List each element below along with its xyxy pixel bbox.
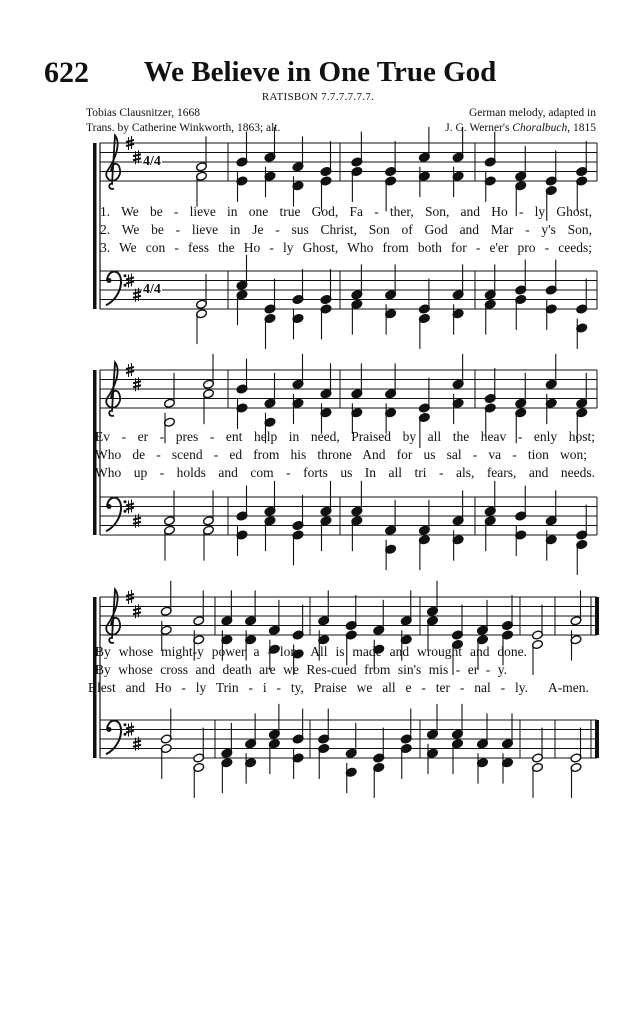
lyric-line: Ev - er - pres - ent help in need, Praised by all the heav - enly host; <box>95 429 595 444</box>
lyric-line: 3. We con - fess the Ho - ly Ghost, Who from both for - e'er pro - ceeds; <box>100 240 592 255</box>
bass-clef-icon <box>107 504 112 509</box>
bass-clef-icon <box>124 723 127 726</box>
sharp-icon <box>126 504 134 506</box>
hymn-title: We Believe in One True God <box>143 56 497 88</box>
lyric-line: By whose cross and death are we Res-cued from sin's mis - er - y. <box>95 662 507 677</box>
sharp-icon <box>126 278 134 280</box>
music-source: German melody, adapted in <box>469 107 596 119</box>
bass-clef-icon <box>124 733 127 736</box>
bass-clef-icon <box>124 274 127 277</box>
sharp-icon <box>133 292 141 294</box>
sharp-icon <box>133 158 141 160</box>
bass-clef-icon <box>106 498 121 532</box>
amen-lyric: A-men. <box>548 680 589 695</box>
sharp-icon <box>126 598 134 600</box>
sharp-icon <box>126 508 134 510</box>
bass-clef-icon <box>124 284 127 287</box>
sharp-icon <box>133 745 141 747</box>
author-credit: Tobias Clausnitzer, 1668 <box>86 107 201 119</box>
bass-clef-icon <box>107 727 112 732</box>
bass-clef-icon <box>124 500 127 503</box>
music-source-prefix: J. G. Werner's <box>445 122 513 134</box>
tune-name: RATISBON 7.7.7.7.7.7. <box>261 91 375 103</box>
hymn-number: 622 <box>44 56 89 89</box>
bass-clef-icon <box>106 721 121 755</box>
sharp-icon <box>126 144 134 146</box>
sharp-icon <box>133 741 141 743</box>
lyric-line: By whose might-y power a - lone All is made and wrought and done. <box>95 644 527 659</box>
sharp-icon <box>133 381 141 383</box>
sharp-icon <box>133 518 141 520</box>
bass-clef-icon <box>124 510 127 513</box>
sharp-icon <box>126 594 134 596</box>
bass-clef-icon <box>107 278 112 283</box>
system-bracket <box>93 143 97 309</box>
lyric-line: Blest and Ho - ly Trin - i - ty, Praise we all e - ter - nal - ly. <box>88 680 528 695</box>
sharp-icon <box>126 371 134 373</box>
sharp-icon <box>133 608 141 610</box>
sharp-icon <box>133 385 141 387</box>
bass-clef-icon <box>106 272 121 306</box>
lyric-line: Who up - holds and com - forts us In all tri - als, fears, and needs. <box>95 465 595 480</box>
sharp-icon <box>133 154 141 156</box>
sharp-icon <box>126 282 134 284</box>
lyric-line: 1. We be - lieve in one true God, Fa - ther, Son, and Ho - ly Ghost, <box>100 204 592 219</box>
sharp-icon <box>133 612 141 614</box>
sharp-icon <box>133 522 141 524</box>
lyric-line: Who de - scend - ed from his throne And for us sal - va - tion won; <box>95 447 587 462</box>
time-signature-bass: 4/4 <box>143 282 161 297</box>
sharp-icon <box>126 731 134 733</box>
sharp-icon <box>126 140 134 142</box>
sharp-icon <box>126 727 134 729</box>
lyric-line: 2. We be - lieve in Je - sus Christ, Son of God and Mar - y's Son, <box>100 222 592 237</box>
music-source-book: Choralbuch <box>512 122 568 134</box>
sharp-icon <box>133 296 141 298</box>
sharp-icon <box>126 367 134 369</box>
translator-credit: Trans. by Catherine Winkworth, 1863; alt. <box>86 122 281 134</box>
time-signature-treble: 4/4 <box>143 154 161 169</box>
music-source-year: , 1815 <box>567 122 596 134</box>
